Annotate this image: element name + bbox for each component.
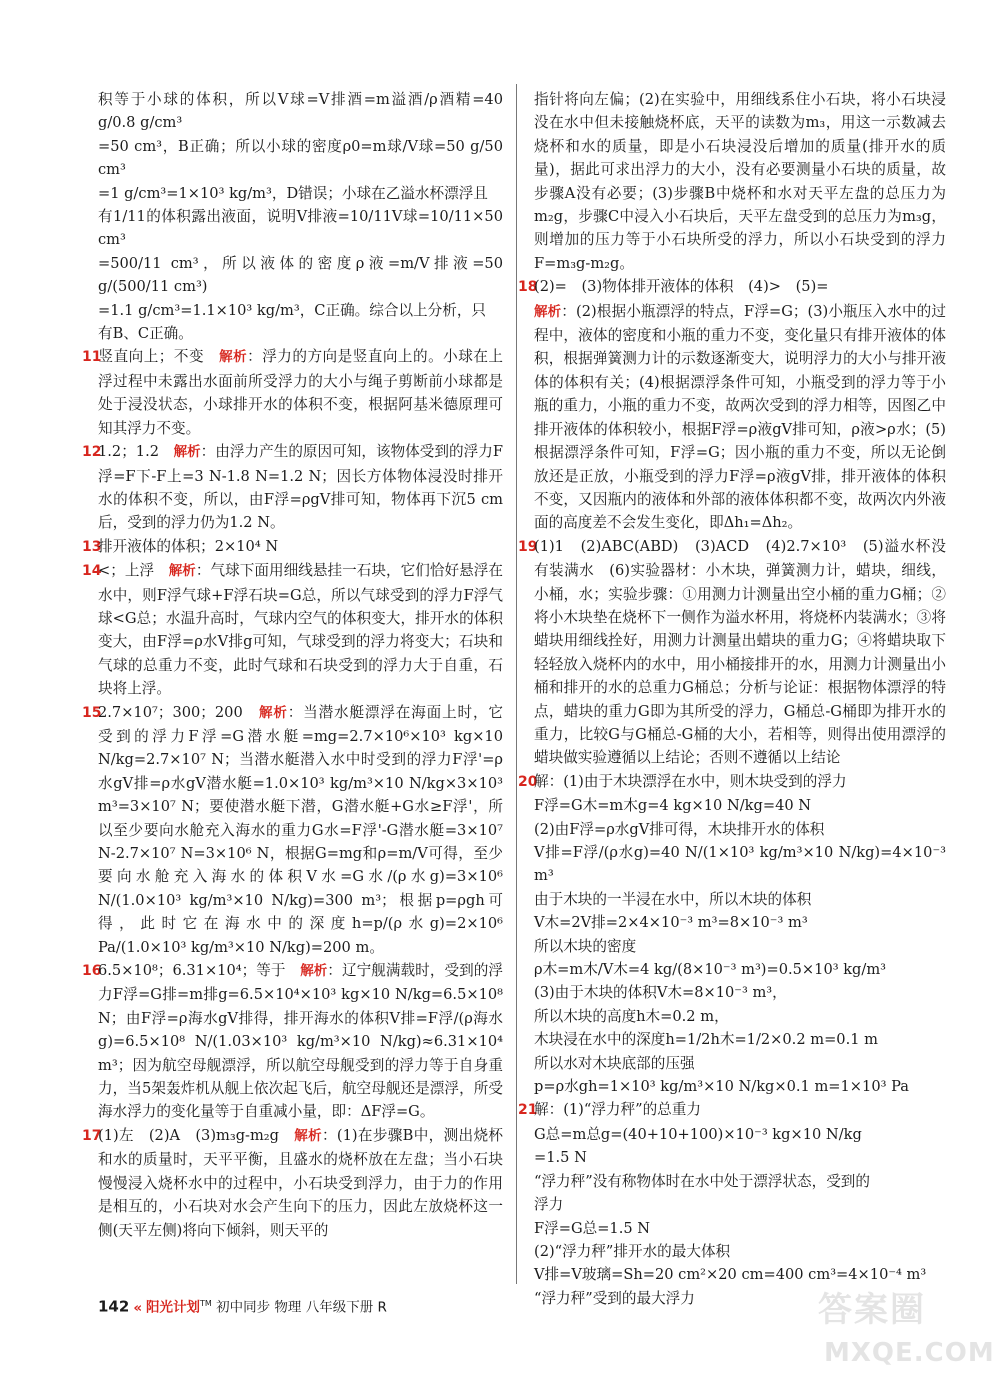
left-line-6: =1.1 g/cm³=1.1×10³ kg/m³，C正确。综合以上分析，只 bbox=[98, 301, 487, 319]
answer: 2.7×10⁷；300；200 bbox=[98, 703, 243, 721]
left-line-7: 有B、C正确。 bbox=[98, 325, 193, 343]
analysis-text: (1)在步骤B中，测出烧杯和水的质量时，天平平衡，且盛水的烧杯放在左盘；当小石块慢慢浸入烧杯水中的过程中，小石块受到浮力，由于力的作用是相互的，小石块对水会产生向下的压力，因此左放烧杯这一侧(天平左侧)将向下倾斜，则天平的 bbox=[98, 1126, 503, 1239]
question-17: 17(1)左 (2)A (3)m₃g-m₂g 解析：(1)在步骤B中，测出烧杯和水的质量时，天平平衡，且盛水的烧杯放在左盘；当小石块慢慢浸入烧杯水中的过程中，小石块受到浮力，由于力的作用是相互的，小石块对水会产生向下的压力，因此左放烧杯这一侧(天平左侧)将向下倾斜，则天平的 bbox=[82, 1126, 503, 1239]
answer: <；上浮 bbox=[98, 562, 155, 580]
left-line-2: =50 cm³，B正确；所以小球的密度ρ0=m球/V球=50 g/50 cm³ bbox=[98, 137, 503, 179]
question-13 bbox=[82, 535, 503, 559]
answer: 6.5×10⁸；6.31×10⁴；等于 bbox=[98, 962, 286, 980]
question-14: 14<；上浮 解析：气球下面用细线悬挂一石块，它们恰好悬浮在水中，则F浮气球+F浮石块=G总，所以气球受到的浮力F浮气球<G总；水温升高时，气球内空气的体积变大，排开水的体积变大，由F浮=ρ水V排g可知，气球受到的浮力将变大；石块和气球的总重力不变，此时气球和石块受到的浮力大于自重，石块将上浮。 bbox=[82, 562, 504, 698]
solution-line: 解：(1)“浮力秤”的总重力 bbox=[534, 1101, 701, 1119]
solution-line: 所以木块的密度 bbox=[534, 937, 637, 955]
left-column bbox=[82, 88, 504, 1242]
left-line-4: 有1/11的体积露出液面，说明V排液=10/11V球=10/11×50 cm³ bbox=[98, 208, 503, 249]
analysis-tag: 解析 bbox=[173, 444, 201, 461]
analysis-text: 气球下面用细线悬挂一石块，它们恰好悬浮在水中，则F浮气球+F浮石块=G总，所以气球受到的浮力F浮气球<G总；水温升高时，气球内空气的体积变大，排开水的体积变大，由F浮=ρ水V排g可知，气球受到的浮力将变大；石块和气球的总重力不变，此时气球和石块受到的浮力大于自重，石块将上浮。 bbox=[98, 562, 504, 698]
solution-line: 所以木块的高度h木=0.2 m， bbox=[534, 1007, 729, 1025]
solution-line: “浮力秤”没有称物体时在水中处于漂浮状态，受到的 bbox=[534, 1172, 870, 1190]
question-21 bbox=[518, 1098, 946, 1310]
solution-line: 木块浸在水中的深度h=1/2h木=1/2×0.2 m=0.1 m bbox=[534, 1031, 878, 1049]
question-number: 18 bbox=[518, 279, 538, 296]
solution-line: V木=2V排=2×4×10⁻³ m³=8×10⁻³ m³ bbox=[534, 914, 808, 932]
question-18: 18(2)= (3)物体排开液体的体积 (4)> (5)= 解析：(2)根据小瓶漂浮的特点，F浮=G；(3)小瓶压入水中的过程中，液体的密度和小瓶的重力不变，变化量只有排开液体的体积，根据弹簧测力计的示数逐渐变大，说明浮力的大小与排开液体的体积有关；(4)根据漂浮条件可知，小瓶受到的浮力等于小瓶的重力，小瓶的重力不变，故两次受到的浮力相等，因图乙中排开液体的体积较小，根据F浮=ρ液gV排可知，ρ液>ρ水；(5)根据漂浮条件可知，F浮=G；因小瓶的重力不变，所以无论倒放还是正放，小瓶受到的浮力F浮=ρ液gV排，排开液体的体积不变，又因瓶内的液体和外部的液体体积都不变，故两次内外液面的高度差不会发生变化，即Δh₁=Δh₂。 bbox=[518, 278, 946, 532]
question-number: 16 bbox=[82, 963, 102, 980]
question-16: 166.5×10⁸；6.31×10⁴；等于 解析：辽宁舰满载时，受到的浮力F浮=G排=m排g=6.5×10⁴×10³ kg×10 N/kg=6.5×10⁸ N；由F浮=ρ海水gV排得，排开海水的体积V排=F浮/(ρ海水g)=6.5×10⁸ N/(1.03×10³ kg/m³×10 N/kg)≈6.31×10⁴ m³；因为航空母舰漂浮，所以航空母舰受到的浮力等于自身重力，当5架轰炸机从舰上依次起飞后，航空母舰还是漂浮，所受海水浮力的变化量等于自重减小量，即：ΔF浮=G。 bbox=[82, 962, 503, 1121]
question-number: 14 bbox=[82, 563, 102, 580]
question-number: 13 bbox=[82, 538, 102, 555]
analysis-tag: 解析 bbox=[259, 704, 288, 721]
analysis-tag: 解析 bbox=[168, 563, 196, 580]
watermark-logo bbox=[818, 1282, 995, 1378]
analysis-text: 由浮力产生的原因可知，该物体受到的浮力F浮=F下-F上=3 N-1.8 N=1.2 N；因长方体物体浸没时排开水的体积不变，所以，由F浮=ρgV排可知，物体再下沉5 cm后，受到的浮力仍为1.2 N。 bbox=[98, 443, 503, 532]
solution-line: p=ρ水gh=1×10³ kg/m³×10 N/kg×0.1 m=1×10³ Pa bbox=[534, 1078, 909, 1096]
book-subtitle: 初中同步 物理 八年级下册 R bbox=[216, 1299, 387, 1316]
question-20 bbox=[518, 770, 946, 1099]
question-number: 19 bbox=[518, 538, 538, 555]
analysis-text: 浮力的方向是竖直向上的。小球在上浮过程中未露出水面前所受浮力的大小与绳子剪断前小球都是处于浸没状态，小球排开水的体积不变，根据阿基米德原理可知其浮力不变。 bbox=[98, 348, 503, 437]
answer: 排开液体的体积；2×10⁴ N bbox=[98, 537, 279, 555]
question-15: 152.7×10⁷；300；200 解析：当潜水艇漂浮在海面上时，它受到的浮力F浮=G潜水艇=mg=2.7×10⁶×10³ kg×10 N/kg=2.7×10⁷ N；当潜水艇潜入水中时受到的浮力F浮'=ρ水gV排=ρ水gV潜水艇=1.0×10³ kg/m³×10 N/kg×3×10³ m³=3×10⁷ N；要使潜水艇下潜，G潜水艇+G水≥F浮'，所以至少要向水舱充入海水的重力G水=F浮'-G潜水艇=3×10⁷ N-2.7×10⁷ N=3×10⁶ N，根据G=mg和ρ=m/V可得，至少要向水舱充入海水的体积V水=G水/(ρ水g)=3×10⁶ N/(1.0×10³ kg/m³×10 N/kg)=300 m³；根据p=ρgh可得，此时它在海水中的深度h=p/(ρ水g)=2×10⁶ Pa/(1.0×10³ kg/m³×10 N/kg)=200 m。 bbox=[82, 703, 503, 956]
left-line-1: 积等于小球的体积，所以V球=V排酒=m溢酒/ρ酒精=40 g/0.8 g/cm³ bbox=[98, 91, 503, 132]
left-line-5: =500/11 cm³，所以液体的密度ρ液=m/V排液=50 g/(500/11 cm³) bbox=[98, 254, 503, 296]
answer: 1.2；1.2 bbox=[98, 443, 160, 461]
question-11: 11竖直向上；不变 解析：浮力的方向是竖直向上的。小球在上浮过程中未露出水面前所受浮力的大小与绳子剪断前小球都是处于浸没状态，小球排开水的体积不变，根据阿基米德原理可知其浮力不变。 bbox=[82, 348, 503, 437]
question-number: 17 bbox=[82, 1127, 102, 1144]
question-17-continued: 指针将向左偏；(2)在实验中，用细线系住小石块，将小石块浸没在水中但未接触烧杯底，天平的读数为m₃，用这一示数减去烧杯和水的质量，即是小石块浸没后增加的质量(排开水的质量)，据此可求出浮力的大小，没有必要测量小石块的质量，故步骤A没有必要；(3)步骤B中烧杯和水对天平左盘的总压力为m₂g，步骤C中浸入小石块后，天平左盘受到的总压力为m₃g，则增加的压力等于小石块所受的浮力，所以小石块受到的浮力F=m₃g-m₂g。 bbox=[534, 91, 946, 272]
solution-line: (2)由F浮=ρ水gV排可得，木块排开水的体积 bbox=[534, 820, 825, 838]
analysis-tag: 解析 bbox=[219, 349, 248, 366]
question-number: 12 bbox=[82, 444, 102, 461]
solution-line: F浮=G木=m木g=4 kg×10 N/kg=40 N bbox=[534, 797, 812, 815]
brand-name: 阳光计划 bbox=[146, 1299, 201, 1316]
watermark-title: 答案圈 bbox=[818, 1290, 926, 1330]
left-line-3: =1 g/cm³=1×10³ kg/m³，D错误；小球在乙溢水杯漂浮且 bbox=[98, 184, 488, 202]
right-column bbox=[518, 88, 946, 1310]
watermark-url: MXQE.COM bbox=[824, 1338, 995, 1368]
analysis-tag: 解析 bbox=[294, 1127, 322, 1144]
double-chevron-icon: « bbox=[133, 1299, 143, 1316]
answer: 竖直向上；不变 bbox=[98, 348, 205, 366]
analysis-text: 辽宁舰满载时，受到的浮力F浮=G排=m排g=6.5×10⁴×10³ kg×10 N/kg=6.5×10⁸ N；由F浮=ρ海水gV排得，排开海水的体积V排=F浮/(ρ海水g)=6.5×10⁸ N/(1.03×10³ kg/m³×10 N/kg)≈6.31×10⁴ m³；因为航空母舰漂浮，所以航空母舰受到的浮力等于自身重力，当5架轰炸机从舰上依次起飞后，航空母舰还是漂浮，所受海水浮力的变化量等于自重减小量，即：ΔF浮=G。 bbox=[98, 962, 503, 1121]
analysis-tag: 解析 bbox=[300, 963, 328, 980]
solution-line: “浮力秤”受到的最大浮力 bbox=[534, 1289, 695, 1307]
solution-line: 浮力 bbox=[534, 1196, 564, 1214]
question-number: 21 bbox=[518, 1102, 538, 1119]
answer: (1)左 (2)A (3)m₃g-m₂g bbox=[98, 1126, 280, 1144]
answer: (2)= (3)物体排开液体的体积 (4)> (5)= bbox=[534, 278, 829, 296]
question-number: 20 bbox=[518, 773, 538, 790]
solution-line: V排=F浮/(ρ水g)=40 N/(1×10³ kg/m³×10 N/kg)=4×10⁻³ m³ bbox=[534, 844, 946, 885]
solution-line: V排=V玻璃=Sh=20 cm²×20 cm=400 cm³=4×10⁻⁴ m³ bbox=[534, 1266, 927, 1284]
page-number: 142 bbox=[98, 1297, 130, 1316]
solution-line: 所以水对木块底部的压强 bbox=[534, 1054, 695, 1072]
answer: (1)1 (2)ABC(ABD) (3)ACD (4)2.7×10³ (5)溢水杯没有装满水 (6)实验器材：小木块，弹簧测力计，蜡块，细线，小桶，水；实验步骤：①用测力计测量出空小桶的重力G桶；②将小木块垫在烧杯下一侧作为溢水杯用，将烧杯内装满水；③将蜡块用细线拴好，用测力计测量出蜡块的重力G；④将蜡块取下轻轻放入烧杯内的水中，用小桶接排开的水，用测力计测量出小桶和排开的水的总重力G桶总；分析与论证：根据物体漂浮的特点，蜡块的重力G即为其所受的浮力，G桶总-G桶即为排开水的重力，比较G与G桶总-G桶的大小，若相等，则得出使用漂浮的蜡块做实验遵循以上结论；否则不遵循以上结论 bbox=[534, 537, 946, 767]
analysis-text: 当潜水艇漂浮在海面上时，它受到的浮力F浮=G潜水艇=mg=2.7×10⁶×10³ kg×10 N/kg=2.7×10⁷ N；当潜水艇潜入水中时受到的浮力F浮'=ρ水gV排=ρ水gV潜水艇=1.0×10³ kg/m³×10 N/kg×3×10³ m³=3×10⁷ N；要使潜水艇下潜，G潜水艇+G水≥F浮'，所以至少要向水舱充入海水的重力G水=F浮'-G潜水艇=3×10⁷ N-2.7×10⁷ N=3×10⁶ N，根据G=mg和ρ=m/V可得，至少要向水舱充入海水的体积V水=G水/(ρ水g)=3×10⁶ N/(1.0×10³ kg/m³×10 N/kg)=300 m³；根据p=ρgh可得，此时它在海水中的深度h=p/(ρ水g)=2×10⁶ Pa/(1.0×10³ kg/m³×10 N/kg)=200 m。 bbox=[98, 703, 503, 956]
solution-line: (2)“浮力秤”排开水的最大体积 bbox=[534, 1242, 731, 1260]
solution-line: 解：(1)由于木块漂浮在水中，则木块受到的浮力 bbox=[534, 772, 847, 790]
question-12: 121.2；1.2 解析：由浮力产生的原因可知，该物体受到的浮力F浮=F下-F上=3 N-1.8 N=1.2 N；因长方体物体浸没时排开水的体积不变，所以，由F浮=ρgV排可知，物体再下沉5 cm后，受到的浮力仍为1.2 N。 bbox=[82, 443, 503, 532]
solution-line: ρ木=m木/V木=4 kg/(8×10⁻³ m³)=0.5×10³ kg/m³ bbox=[534, 961, 887, 979]
analysis-text: (2)根据小瓶漂浮的特点，F浮=G；(3)小瓶压入水中的过程中，液体的密度和小瓶的重力不变，变化量只有排开液体的体积，根据弹簧测力计的示数逐渐变大，说明浮力的大小与排开液体的体积有关；(4)根据漂浮条件可知，小瓶受到的浮力等于小瓶的重力，小瓶的重力不变，故两次受到的浮力相等，因图乙中排开液体的体积较小，根据F浮=ρ液gV排可知，ρ液>ρ水；(5)根据漂浮条件可知，F浮=G；因小瓶的重力不变，所以无论倒放还是正放，小瓶受到的浮力F浮=ρ液gV排，排开液体的体积不变，又因瓶内的液体和外部的液体体积都不变，故两次内外液面的高度差不会发生变化，即Δh₁=Δh₂。 bbox=[534, 302, 946, 532]
solution-line: 由于木块的一半浸在水中，所以木块的体积 bbox=[534, 890, 812, 908]
solution-line: (3)由于木块的体积V木=8×10⁻³ m³， bbox=[534, 984, 787, 1002]
solution-line: F浮=G总=1.5 N bbox=[534, 1219, 651, 1237]
column-divider bbox=[516, 84, 517, 1284]
page-footer: 142 « 阳光计划™ 初中同步 物理 八年级下册 R bbox=[98, 1297, 387, 1316]
question-number: 11 bbox=[82, 349, 102, 366]
question-19 bbox=[518, 535, 946, 770]
solution-line: =1.5 N bbox=[534, 1149, 587, 1167]
analysis-tag: 解析 bbox=[534, 303, 562, 320]
solution-line: G总=m总g=(40+10+100)×10⁻³ kg×10 N/kg bbox=[534, 1125, 862, 1143]
question-number: 15 bbox=[82, 704, 102, 721]
